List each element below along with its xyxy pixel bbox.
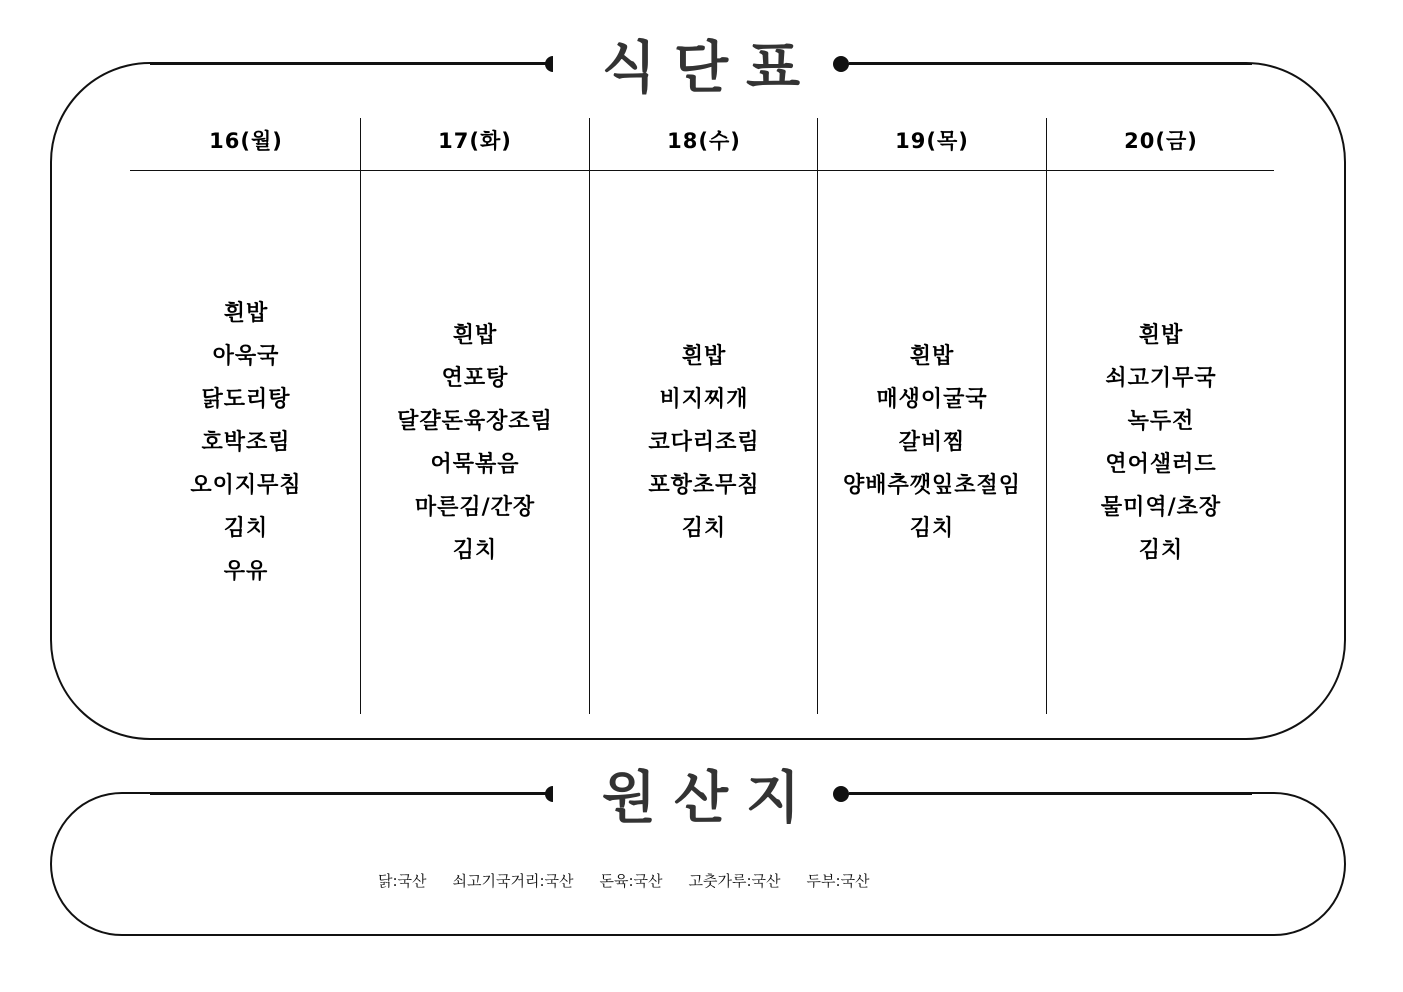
dish-list xyxy=(590,171,818,714)
menu-table xyxy=(130,118,1274,714)
dish-item: 연어샐러드 xyxy=(1105,451,1217,477)
dish-item: 우유 xyxy=(223,559,269,584)
dish-item: 닭도리탕 xyxy=(201,387,291,412)
day-header: 19(목) xyxy=(895,129,969,153)
origin-item: 닭:국산 xyxy=(378,871,427,890)
day-header: 18(수) xyxy=(667,129,741,153)
dish-item: 코다리조림 xyxy=(648,430,760,455)
day-column-thu xyxy=(818,118,1046,714)
day-column-tue xyxy=(361,118,589,714)
day-column-mon xyxy=(132,118,360,714)
dish-item: 양배추깻잎초절임 xyxy=(842,473,1022,498)
dish-item: 달걀돈육장조림 xyxy=(397,408,553,434)
dish-item: 김치 xyxy=(681,516,727,541)
dish-list xyxy=(132,171,360,714)
dish-item: 녹두전 xyxy=(1127,408,1195,434)
dish-item: 비지찌개 xyxy=(659,387,749,412)
origin-list xyxy=(378,866,870,894)
dish-item: 포항초무침 xyxy=(648,473,760,498)
origin-item: 두부:국산 xyxy=(806,871,870,890)
dish-item: 마른김/간장 xyxy=(414,494,536,520)
origin-item: 쇠고기국거리:국산 xyxy=(452,871,574,890)
dish-item: 아욱국 xyxy=(212,344,280,369)
dish-item: 김치 xyxy=(223,516,269,541)
origin-frame xyxy=(50,792,1346,936)
dish-list xyxy=(818,171,1046,714)
dish-item: 어묵볶음 xyxy=(430,451,520,477)
day-column-fri xyxy=(1047,118,1275,714)
origin-title: 원산지 xyxy=(553,754,849,834)
day-header: 17(화) xyxy=(438,129,512,153)
dish-item: 흰밥 xyxy=(223,301,269,326)
dish-item: 김치 xyxy=(452,537,498,563)
dish-item: 흰밥 xyxy=(681,344,727,369)
dish-list xyxy=(361,171,589,714)
dish-item: 연포탕 xyxy=(441,365,509,391)
dish-item: 매생이굴국 xyxy=(876,387,988,412)
dish-item: 호박조림 xyxy=(201,430,291,455)
dish-item: 흰밥 xyxy=(452,322,498,348)
dish-item: 흰밥 xyxy=(909,344,955,369)
dish-item: 물미역/초장 xyxy=(1100,494,1222,520)
day-column-wed xyxy=(590,118,818,714)
origin-item: 돈육:국산 xyxy=(599,871,663,890)
dish-item: 갈비찜 xyxy=(898,430,966,455)
dish-item: 김치 xyxy=(1138,537,1184,563)
dish-item: 오이지무침 xyxy=(190,473,302,498)
dish-item: 쇠고기무국 xyxy=(1105,365,1217,391)
day-header: 16(월) xyxy=(209,129,283,153)
menu-title: 식단표 xyxy=(553,24,849,104)
day-header: 20(금) xyxy=(1124,129,1198,153)
dish-item: 김치 xyxy=(909,516,955,541)
dish-item: 흰밥 xyxy=(1138,322,1184,348)
dish-list xyxy=(1047,171,1275,714)
origin-item: 고춧가루:국산 xyxy=(688,871,781,890)
